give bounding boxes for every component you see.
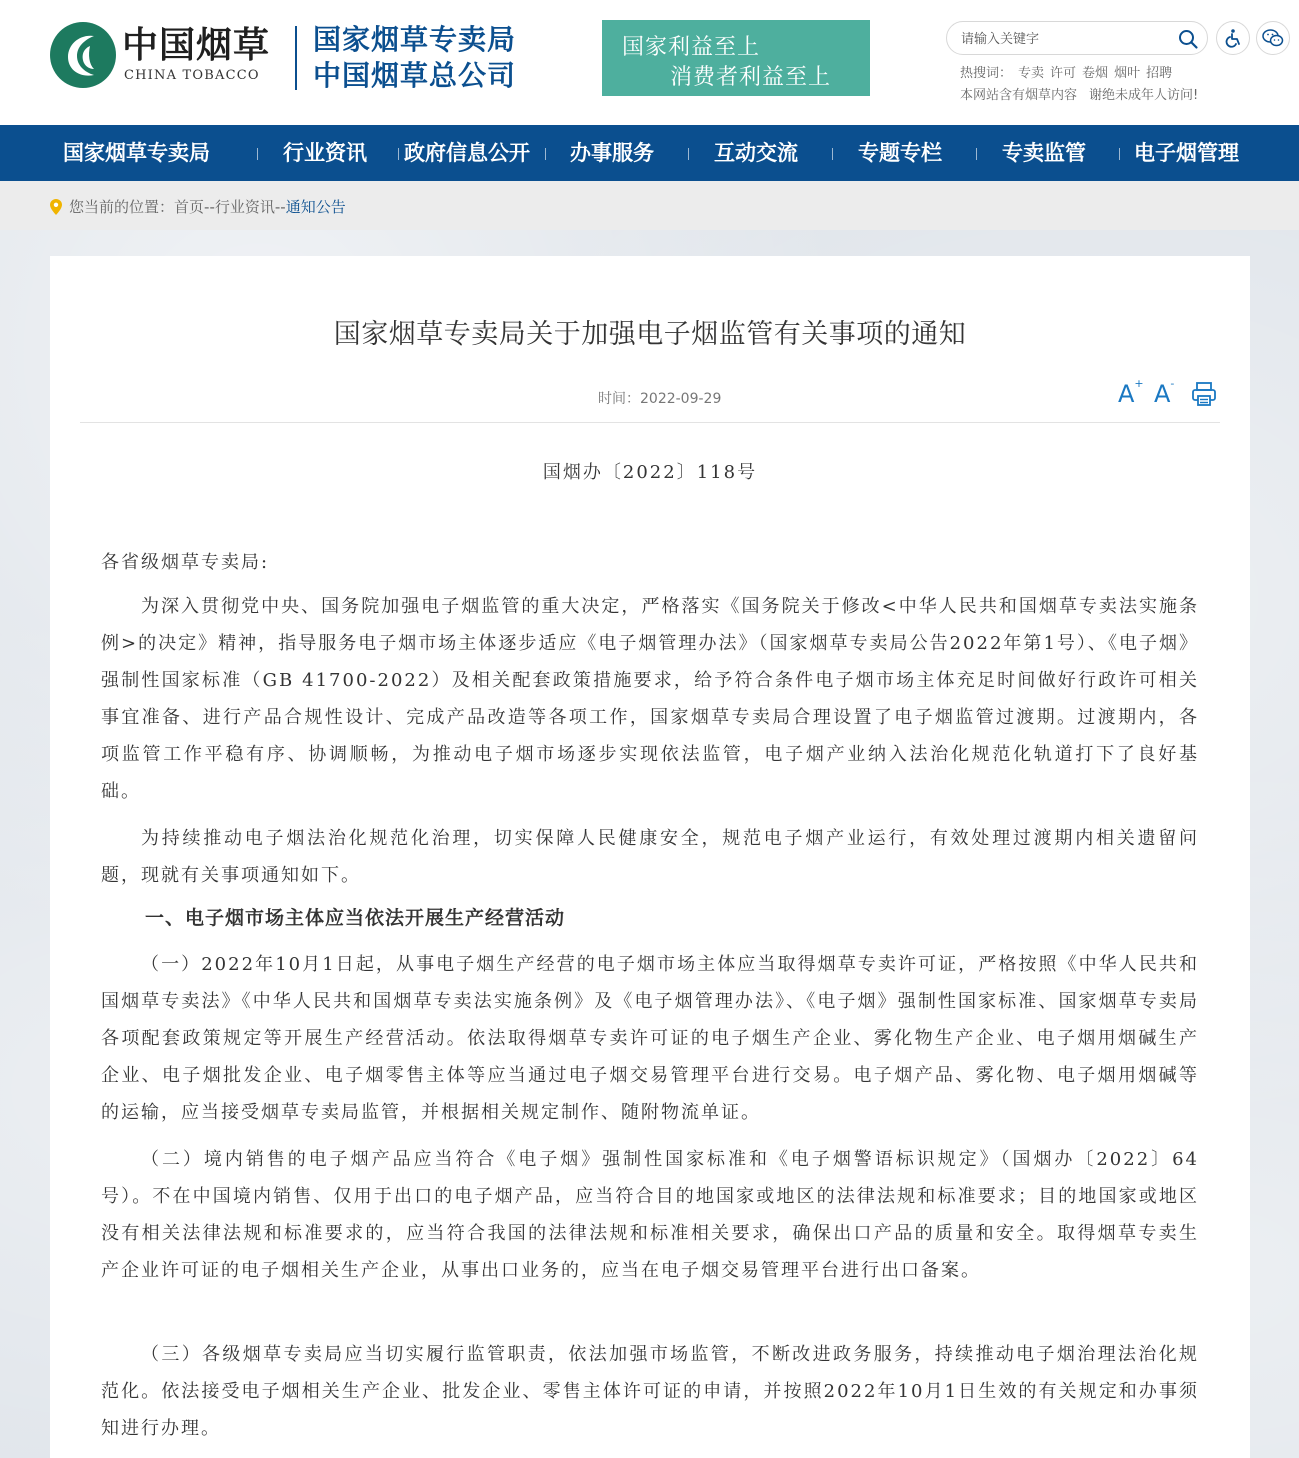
document-number: 国烟办〔2022〕118号 [542,462,758,483]
site-header [0,0,1299,125]
search-icon[interactable] [1177,28,1199,50]
notice-text-2: 谢绝未成年人访问! [1089,88,1199,103]
search-box [946,21,1208,55]
breadcrumb [50,196,346,217]
breadcrumb-current[interactable]: 通知公告 [285,198,346,216]
hot-search-label: 热搜词： [960,66,1013,81]
nav-separator [1119,148,1120,160]
hot-search [960,62,1172,81]
font-decrease-button[interactable] [1154,377,1175,408]
breadcrumb-home[interactable]: 首页 [174,198,205,216]
slogan-banner [602,20,870,96]
location-pin-icon [50,199,62,215]
salutation: 各省级烟草专卖局: [101,552,270,573]
print-icon[interactable] [1190,380,1218,408]
paragraph: 为持续推动电子烟法治化规范化治理，切实保障人民健康安全，规范电子烟产业运行，有效处理过渡期内相关遗留问题，现就有关事项通知如下。 [101,828,1199,886]
minor-notice [960,84,1198,103]
main-nav [0,125,1299,181]
logo-divider [295,26,297,90]
hot-word-link[interactable]: 许可 [1050,66,1077,81]
logo-text-en: CHINA TOBACCO [124,68,260,83]
nav-item-topics[interactable]: 专题专栏 [858,141,942,165]
paragraph: （一）2022年10月1日起，从事电子烟生产经营的电子烟市场主体应当取得烟草专卖许可证，严格按照《中华人民共和国烟草专卖法》《中华人民共和国烟草专卖法实施条例》及《电子烟管理办法》、《电子烟》强制性国家标准、国家烟草专卖局各项配套政策规定等开展生产经营活动。依法取得烟草专卖许可证的电子烟生产企业、雾化物生产企业、电子烟用烟碱生产企业、电子烟批发企业、电子烟零售主体等应当通过电子烟交易管理平台进行交易。电子烟产品、雾化物、电子烟用烟碱等的运输，应当接受烟草专卖局监管，并根据相关规定制作、随附物流单证。 [101,954,1199,1123]
nav-item-services[interactable]: 办事服务 [570,141,654,165]
minus-icon: - [1170,377,1175,390]
nav-item-monopoly-supervision[interactable]: 专卖监管 [1002,141,1086,165]
notice-text-1: 本网站含有烟草内容 [960,88,1078,103]
paragraph: （二）境内销售的电子烟产品应当符合《电子烟》强制性国家标准和《电子烟警语标识规定》（国烟办〔2022〕64号）。不在中国境内销售、仅用于出口的电子烟产品，应当符合目的地国家或地区的法律法规和标准要求；目的地国家或地区没有相关法律法规和标准要求的，应当符合我国的法律法规和标准相关要求，确保出口产品的质量和安全。取得烟草专卖生产企业许可证的电子烟相关生产企业，从事出口业务的，应当在电子烟交易管理平台进行出口备案。 [101,1149,1199,1281]
nav-separator [976,148,977,160]
slogan-line1: 国家利益至上 [622,35,761,60]
breadcrumb-bar [0,181,1299,230]
nav-item-interaction[interactable]: 互动交流 [714,141,798,165]
header-divider [80,422,1220,423]
nav-separator [545,148,546,160]
hot-word-link[interactable]: 卷烟 [1082,66,1109,81]
nav-separator [398,148,399,160]
paragraph: 为深入贯彻党中央、国务院加强电子烟监管的重大决定，严格落实《国务院关于修改<中华人民共和国烟草专卖法实施条例>的决定》精神，指导服务电子烟市场主体逐步适应《电子烟管理办法》（国家烟草专卖局公告2022年第1号）、《电子烟》强制性国家标准（GB 41700-2022）及相关配套政策措施要求，给予符合条件电子烟市场主体充足时间做好行政许可相关事宜准备、进行产品合规性设计、完成产品改造等各项工作，国家烟草专卖局合理设置了电子烟监管过渡期。过渡期内，各项监管工作平稳有序、协调顺畅，为推动电子烟市场逐步实现依法监管，电子烟产业纳入法治化规范化轨道打下了良好基础。 [101,596,1199,802]
nav-item-administration[interactable]: 国家烟草专卖局 [63,141,210,165]
breadcrumb-separator: -- [204,197,215,216]
article-title: 国家烟草专卖局关于加强电子烟监管有关事项的通知 [333,319,967,350]
wechat-icon [1262,28,1284,48]
nav-separator [688,148,689,160]
paragraph: （三）各级烟草专卖局应当切实履行监管职责，依法加强市场监管，不断改进政务服务，持续推动电子烟治理法治化规范化。依法接受电子烟相关生产企业、批发企业、零售主体许可证的申请，并按照2022年10月1日生效的有关规定和办事须知进行办理。 [101,1344,1199,1439]
org-name-line2: 中国烟草总公司 [313,59,517,92]
nav-item-industry-news[interactable]: 行业资讯 [283,141,367,165]
hot-word-link[interactable]: 烟叶 [1114,66,1141,81]
nav-separator [832,148,833,160]
search-input[interactable] [961,29,1171,49]
breadcrumb-separator: -- [274,197,286,216]
wechat-button[interactable] [1256,21,1290,55]
logo-text-cn: 中国烟草 [122,25,271,66]
china-tobacco-logo-icon[interactable] [50,22,116,88]
accessibility-button[interactable] [1216,21,1250,55]
slogan-line2: 消费者利益至上 [670,65,832,90]
accessibility-icon [1223,28,1243,48]
nav-item-gov-info[interactable]: 政府信息公开 [404,141,530,165]
font-increase-button[interactable] [1118,377,1144,408]
nav-separator [257,148,258,160]
breadcrumb-label: 您当前的位置： [69,198,175,216]
hot-word-link[interactable]: 招聘 [1146,66,1173,81]
plus-icon: + [1134,377,1144,390]
section-heading: 一、电子烟市场主体应当依法开展生产经营活动 [145,907,566,929]
org-name-line1: 国家烟草专卖局 [313,23,517,56]
nav-item-ecig-management[interactable]: 电子烟管理 [1134,141,1239,165]
font-increase-label: A [1118,380,1135,408]
hot-word-link[interactable]: 专卖 [1018,66,1045,81]
font-decrease-label: A [1154,380,1171,408]
breadcrumb-section[interactable]: 行业资讯 [214,198,275,216]
publish-date: 时间：2022-09-29 [598,391,722,407]
